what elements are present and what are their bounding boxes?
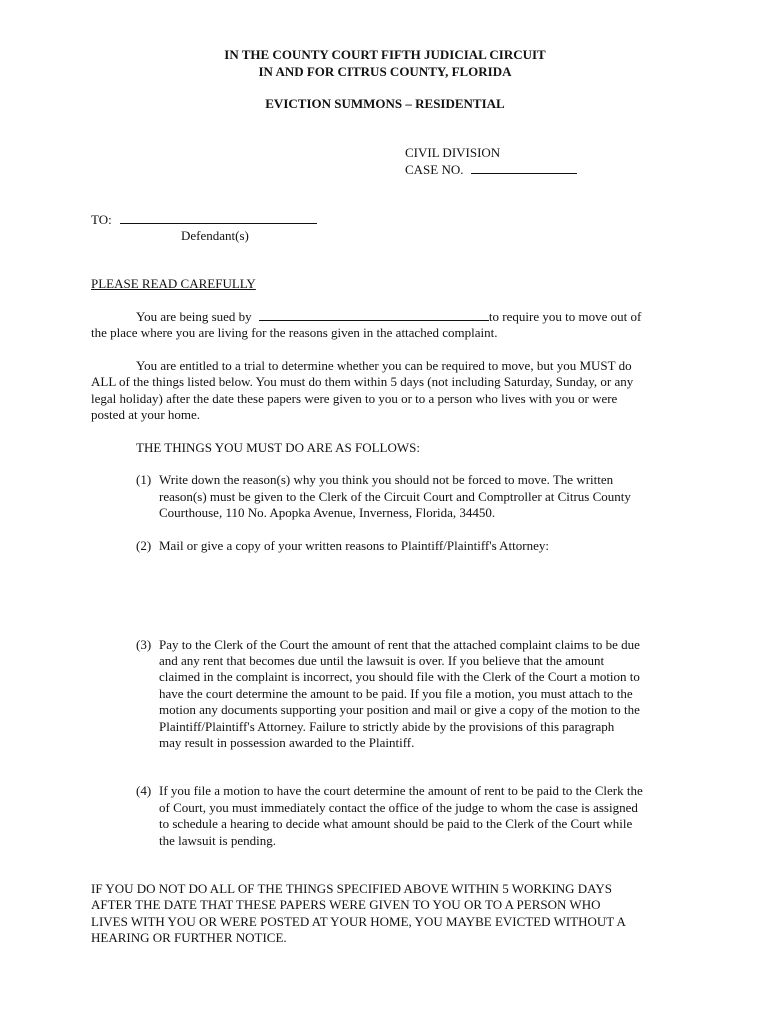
court-line-1: IN THE COUNTY COURT FIFTH JUDICIAL CIRCUIT (224, 47, 546, 62)
paragraph-2-line-1: You are entitled to a trial to determine whether you can be required to move, but you MUST do (136, 358, 632, 373)
item-3-line: claimed in the complaint is incorrect, you should file with the Clerk of the Court a motion to (159, 669, 640, 684)
civil-division-label: CIVIL DIVISION (405, 145, 501, 160)
item-3-line: and any rent that becomes due until the lawsuit is over. If you believe that the amount (159, 653, 605, 668)
case-number-field[interactable] (471, 162, 577, 174)
item-1-line: reason(s) must be given to the Clerk of the Circuit Court and Comptroller at Citrus County (159, 489, 631, 504)
case-number-label: CASE NO. (405, 162, 464, 177)
item-4-line: the lawsuit is pending. (159, 833, 276, 848)
warning-line: IF YOU DO NOT DO ALL OF THE THINGS SPECIFIED ABOVE WITHIN 5 WORKING DAYS (91, 881, 612, 896)
item-1-number: (1) (136, 472, 152, 487)
warning-line: LIVES WITH YOU OR WERE POSTED AT YOUR HOME, YOU MAYBE EVICTED WITHOUT A (91, 914, 626, 929)
item-4-number: (4) (136, 783, 152, 798)
case-number-row (405, 162, 577, 179)
plaintiff-name-field[interactable] (259, 309, 489, 321)
item-1-line: Write down the reason(s) why you think you should not be forced to move. The written (159, 472, 614, 487)
paragraph-1-line-2: the place where you are living for the reasons given in the attached complaint. (91, 325, 498, 340)
item-2-number: (2) (136, 538, 152, 553)
item-3-line: motion any documents supporting your position and mail or give a copy of the motion to the (159, 702, 640, 717)
to-label: TO: (91, 212, 112, 227)
things-heading: THE THINGS YOU MUST DO ARE AS FOLLOWS: (136, 440, 420, 455)
warning-line: HEARING OR FURTHER NOTICE. (91, 930, 287, 945)
item-1-line: Courthouse, 110 No. Apopka Avenue, Inverness, Florida, 34450. (159, 505, 496, 520)
sued-by-row (136, 309, 641, 326)
paragraph-2-line-2: ALL of the things listed below. You must do them within 5 days (not including Saturday, Sunday, or any (91, 374, 634, 389)
item-4-line: If you file a motion to have the court determine the amount of rent to be paid to the Clerk the (159, 783, 643, 798)
move-out-text: to require you to move out of (488, 309, 642, 324)
warning-line: AFTER THE DATE THAT THESE PAPERS WERE GIVEN TO YOU OR TO A PERSON WHO (91, 897, 601, 912)
item-3-line: have the court determine the amount to be paid. If you file a motion, you must attach to the (159, 686, 633, 701)
item-2-line: Mail or give a copy of your written reasons to Plaintiff/Plaintiff's Attorney: (159, 538, 549, 553)
item-4-line: to schedule a hearing to decide what amount should be paid to the Clerk of the Court while (159, 816, 633, 831)
sued-by-text: You are being sued by (136, 309, 252, 324)
item-3-line: Plaintiff/Plaintiff's Attorney. Failure to strictly abide by the provisions of this paragraph (159, 719, 615, 734)
item-3-line: Pay to the Clerk of the Court the amount of rent that the attached complaint claims to be due (159, 637, 640, 652)
court-line-2: IN AND FOR CITRUS COUNTY, FLORIDA (258, 64, 512, 79)
defendant-name-field[interactable] (120, 212, 317, 224)
item-3-number: (3) (136, 637, 152, 652)
item-3-line: may result in possession awarded to the Plaintiff. (159, 735, 415, 750)
defendant-label: Defendant(s) (181, 228, 249, 243)
paragraph-2-line-3: legal holiday) after the date these papers were given to you or to a person who lives with you or were (91, 391, 618, 406)
document-title: EVICTION SUMMONS – RESIDENTIAL (265, 96, 505, 111)
please-read-heading: PLEASE READ CAREFULLY (91, 276, 256, 291)
paragraph-2-line-4: posted at your home. (91, 407, 201, 422)
item-4-line: of Court, you must immediately contact the office of the judge to whom the case is assigned (159, 800, 638, 815)
to-row (91, 212, 317, 229)
